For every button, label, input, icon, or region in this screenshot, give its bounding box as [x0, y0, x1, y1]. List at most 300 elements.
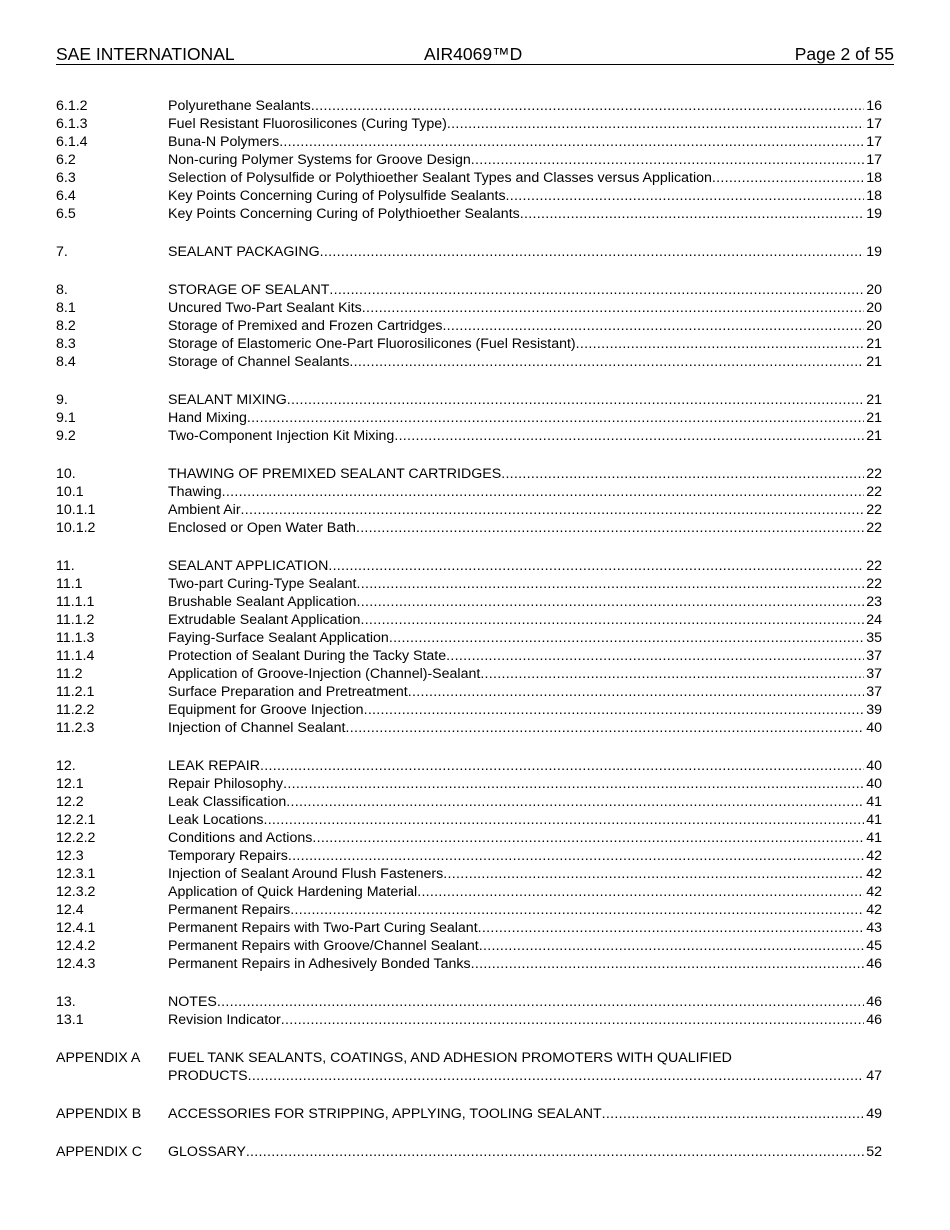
toc-entry-title[interactable]: NOTES — [168, 994, 217, 1010]
toc-entry-body — [168, 665, 882, 683]
toc-entry-number: 10.1.1 — [56, 502, 96, 518]
toc-entry-number: 8.3 — [56, 336, 76, 352]
header-page-number: Page 2 of 55 — [794, 44, 894, 64]
toc-entry-number: 12.4 — [56, 902, 84, 918]
toc-entry-body — [168, 811, 882, 829]
toc-entry-number: 12.4.3 — [56, 956, 96, 972]
toc-entry-body — [168, 575, 882, 593]
toc-entry-body — [168, 883, 882, 901]
toc-entry-body — [168, 1049, 882, 1085]
dot-leader — [442, 317, 864, 335]
dot-leader — [279, 133, 864, 151]
toc-entry[interactable] — [56, 793, 882, 811]
toc-entry-body — [168, 1105, 882, 1123]
toc-entry-number: 11.2.1 — [56, 684, 95, 700]
toc-entry[interactable] — [56, 465, 882, 483]
toc-entry-page: 49 — [866, 1106, 882, 1122]
toc-entry-body — [168, 793, 882, 811]
toc-entry[interactable] — [56, 1105, 882, 1123]
dot-leader — [328, 557, 864, 575]
toc-entry-number: 9.2 — [56, 428, 76, 444]
toc-entry-page: 22 — [866, 520, 882, 536]
toc-entry[interactable] — [56, 187, 882, 205]
toc-entry-page: 18 — [866, 170, 882, 186]
toc-entry-title[interactable]: Permanent Repairs in Adhesively Bonded Tanks — [168, 956, 471, 972]
toc-entry-title[interactable]: LEAK REPAIR — [168, 758, 260, 774]
toc-entry[interactable] — [56, 1011, 882, 1029]
page-header — [56, 44, 894, 65]
toc-entry-page: 41 — [866, 794, 882, 810]
toc-entry-title[interactable]: Uncured Two-Part Sealant Kits — [168, 300, 362, 316]
toc-entry-number: 12.4.1 — [56, 920, 96, 936]
toc-entry-body — [168, 829, 882, 847]
toc-entry-body — [168, 187, 882, 205]
toc-entry-page: 21 — [866, 410, 882, 426]
toc-entry-page: 43 — [866, 920, 882, 936]
dot-leader — [290, 901, 864, 919]
dot-leader — [260, 757, 864, 775]
toc-entry-page: 46 — [866, 994, 882, 1010]
toc-entry[interactable] — [56, 593, 882, 611]
toc-entry-page: 42 — [866, 848, 882, 864]
dot-leader — [446, 647, 864, 665]
dot-leader — [471, 151, 864, 169]
toc-entry-page: 40 — [866, 720, 882, 736]
toc-entry-number: 11.1.3 — [56, 630, 95, 646]
toc-entry-title[interactable]: Faying-Surface Sealant Application — [168, 630, 389, 646]
toc-entry-number: 12.2.2 — [56, 830, 96, 846]
toc-entry[interactable] — [56, 151, 882, 169]
dot-leader — [408, 683, 864, 701]
toc-entry-body — [168, 335, 882, 353]
toc-entry-number: 12. — [56, 758, 76, 774]
toc-entry-number: APPENDIX A — [56, 1050, 141, 1066]
dot-leader — [288, 847, 864, 865]
toc-entry-title[interactable]: FUEL TANK SEALANTS, COATINGS, AND ADHESION PROMOTERS WITH QUALIFIED — [168, 1050, 732, 1066]
dot-leader — [345, 719, 864, 737]
toc-entry[interactable] — [56, 647, 882, 665]
toc-entry[interactable] — [56, 317, 882, 335]
toc-entry-number: 12.4.2 — [56, 938, 96, 954]
toc-entry[interactable] — [56, 409, 882, 427]
dot-leader — [248, 1067, 865, 1085]
dot-leader — [576, 335, 865, 353]
toc-section-group — [56, 243, 882, 261]
toc-entry[interactable] — [56, 919, 882, 937]
toc-entry-body — [168, 151, 882, 169]
dot-leader — [447, 115, 864, 133]
toc-entry-page: 22 — [866, 502, 882, 518]
toc-entry-page: 40 — [866, 776, 882, 792]
toc-entry-number: 10.1.2 — [56, 520, 96, 536]
dot-leader — [362, 299, 864, 317]
toc-entry-number: 11.1.1 — [56, 594, 95, 610]
toc-entry[interactable] — [56, 847, 882, 865]
toc-entry-number: 6.1.4 — [56, 134, 88, 150]
dot-leader — [217, 993, 864, 1011]
toc-entry-number: 11. — [56, 558, 75, 574]
toc-entry-number: 8.2 — [56, 318, 76, 334]
dot-leader — [501, 465, 864, 483]
toc-entry-body — [168, 683, 882, 701]
toc-entry-title[interactable]: Fuel Resistant Fluorosilicones (Curing Type) — [168, 116, 447, 132]
dot-leader — [479, 937, 865, 955]
toc-entry-number: 12.1 — [56, 776, 84, 792]
dot-leader — [286, 793, 864, 811]
toc-entry[interactable] — [56, 865, 882, 883]
dot-leader — [329, 281, 864, 299]
toc-section-group — [56, 1049, 882, 1085]
toc-entry-page: 45 — [866, 938, 882, 954]
dot-leader — [443, 865, 864, 883]
toc-section-group — [56, 993, 882, 1029]
toc-entry-title[interactable]: Injection of Channel Sealant — [168, 720, 346, 736]
toc-entry-title[interactable]: SEALANT PACKAGING — [168, 244, 320, 260]
toc-entry-page: 46 — [866, 1012, 882, 1028]
toc-entry-number: 11.1.2 — [56, 612, 95, 628]
toc-entry-body — [168, 169, 882, 187]
toc-entry-page: 42 — [866, 884, 882, 900]
toc-section-group — [56, 1105, 882, 1123]
toc-entry-page: 37 — [866, 666, 882, 682]
toc-entry-number: 8.1 — [56, 300, 76, 316]
toc-entry-number: 6.2 — [56, 152, 76, 168]
toc-entry-body — [168, 557, 882, 575]
dot-leader — [357, 593, 865, 611]
toc-entry-title[interactable]: Non-curing Polymer Systems for Groove Design — [168, 152, 471, 168]
toc-entry-body — [168, 519, 882, 537]
dot-leader — [320, 243, 865, 261]
toc-entry-number: 10.1 — [56, 484, 84, 500]
toc-entry-title[interactable]: Polyurethane Sealants — [168, 98, 311, 114]
toc-entry-body — [168, 919, 882, 937]
toc-entry-number: 12.3.1 — [56, 866, 96, 882]
dot-leader — [283, 775, 864, 793]
toc-entry-number: 12.3 — [56, 848, 84, 864]
toc-entry[interactable] — [56, 757, 882, 775]
toc-entry-body — [168, 847, 882, 865]
toc-entry-title[interactable]: Enclosed or Open Water Bath — [168, 520, 356, 536]
dot-leader — [480, 665, 864, 683]
toc-entry-body — [168, 427, 882, 445]
toc-entry-page: 42 — [866, 902, 882, 918]
toc-section-group — [56, 1143, 882, 1161]
toc-entry-page: 40 — [866, 758, 882, 774]
toc-entry[interactable] — [56, 611, 882, 629]
dot-leader — [520, 205, 864, 223]
toc-entry-title[interactable]: Equipment for Groove Injection — [168, 702, 364, 718]
dot-leader — [247, 409, 864, 427]
toc-entry[interactable] — [56, 883, 882, 901]
toc-entry-number: 6.5 — [56, 206, 76, 222]
toc-entry-page: 20 — [866, 318, 882, 334]
toc-entry-number: 6.4 — [56, 188, 76, 204]
dot-leader — [394, 427, 864, 445]
toc-entry-page: 21 — [866, 354, 882, 370]
dot-leader — [287, 391, 864, 409]
toc-entry-number: 11.1.4 — [56, 648, 95, 664]
dot-leader — [311, 97, 864, 115]
toc-entry-page: 19 — [866, 206, 882, 222]
toc-entry[interactable] — [56, 243, 882, 261]
toc-entry[interactable] — [56, 281, 882, 299]
toc-entry-page: 22 — [866, 484, 882, 500]
dot-leader — [349, 353, 864, 371]
toc-entry-body — [168, 391, 882, 409]
toc-entry-body — [168, 133, 882, 151]
toc-entry-title[interactable]: Temporary Repairs — [168, 848, 288, 864]
toc-entry-title[interactable]: Conditions and Actions — [168, 830, 313, 846]
toc-entry-title[interactable]: SEALANT MIXING — [168, 392, 287, 408]
toc-entry-body — [168, 317, 882, 335]
toc-entry-line — [168, 1049, 882, 1067]
toc-entry-number: 11.1 — [56, 576, 83, 592]
toc-entry[interactable] — [56, 133, 882, 151]
toc-entry-title[interactable]: Key Points Concerning Curing of Polysulfide Sealants — [168, 188, 506, 204]
toc-entry-page: 20 — [866, 300, 882, 316]
toc-entry-body — [168, 701, 882, 719]
toc-entry-body — [168, 281, 882, 299]
toc-entry[interactable] — [56, 993, 882, 1011]
toc-entry-page: 41 — [866, 812, 882, 828]
dot-leader — [417, 883, 864, 901]
toc-entry-title[interactable]: Permanent Repairs with Groove/Channel Sealant — [168, 938, 479, 954]
toc-entry-line — [168, 1067, 882, 1085]
toc-entry[interactable] — [56, 665, 882, 683]
toc-entry-page: 21 — [866, 428, 882, 444]
toc-entry[interactable] — [56, 97, 882, 115]
toc-entry-page: 19 — [866, 244, 882, 260]
toc-entry-body — [168, 465, 882, 483]
toc-entry-title[interactable]: Leak Classification — [168, 794, 287, 810]
toc-section-group — [56, 757, 882, 973]
toc-entry-body — [168, 993, 882, 1011]
toc-entry[interactable] — [56, 1143, 882, 1161]
toc-entry[interactable] — [56, 519, 882, 537]
toc-entry[interactable] — [56, 629, 882, 647]
toc-entry-title[interactable]: Permanent Repairs — [168, 902, 291, 918]
toc-entry-body — [168, 115, 882, 133]
toc-entry-body — [168, 775, 882, 793]
toc-entry[interactable] — [56, 775, 882, 793]
dot-leader — [506, 187, 865, 205]
toc-entry-page: 52 — [866, 1144, 882, 1160]
toc-entry[interactable] — [56, 353, 882, 371]
toc-entry-body — [168, 243, 882, 261]
toc-entry-title[interactable]: PRODUCTS — [168, 1068, 248, 1084]
dot-leader — [364, 701, 865, 719]
header-document-number: AIR4069™D — [424, 44, 523, 64]
toc-entry-number: 6.1.3 — [56, 116, 88, 132]
toc-entry[interactable] — [56, 901, 882, 919]
dot-leader — [222, 483, 865, 501]
toc-entry-body — [168, 629, 882, 647]
toc-entry-title[interactable]: Two-part Curing-Type Sealant — [168, 576, 357, 592]
toc-entry-number: 11.2.2 — [56, 702, 95, 718]
toc-entry-title[interactable]: Ambient Air — [168, 502, 241, 518]
toc-entry-page: 22 — [866, 576, 882, 592]
toc-entry-number: 12.2.1 — [56, 812, 96, 828]
toc-entry-title[interactable]: Key Points Concerning Curing of Polythioether Sealants — [168, 206, 520, 222]
toc-entry[interactable] — [56, 1049, 882, 1085]
toc-entry[interactable] — [56, 335, 882, 353]
toc-entry-title[interactable]: Hand Mixing — [168, 410, 247, 426]
dot-leader — [241, 501, 865, 519]
toc-entry-number: 10. — [56, 466, 76, 482]
toc-entry-title[interactable]: Leak Locations — [168, 812, 264, 828]
toc-entry-title[interactable]: Brushable Sealant Application — [168, 594, 357, 610]
toc-entry-title[interactable]: GLOSSARY — [168, 1144, 246, 1160]
dot-leader — [356, 519, 864, 537]
toc-entry-number: 9. — [56, 392, 68, 408]
toc-entry-title[interactable]: Application of Groove-Injection (Channel)-Sealant — [168, 666, 481, 682]
toc-entry[interactable] — [56, 501, 882, 519]
toc-entry-body — [168, 1011, 882, 1029]
toc-entry-body — [168, 611, 882, 629]
toc-entry-page: 37 — [866, 684, 882, 700]
toc-entry-page: 39 — [866, 702, 882, 718]
toc-entry-title[interactable]: Extrudable Sealant Application — [168, 612, 361, 628]
dot-leader — [360, 611, 864, 629]
toc-entry[interactable] — [56, 701, 882, 719]
toc-entry-title[interactable]: Buna-N Polymers — [168, 134, 280, 150]
toc-entry-number: 6.3 — [56, 170, 76, 186]
toc-entry-number: 11.2.3 — [56, 720, 95, 736]
toc-section-group — [56, 465, 882, 537]
toc-entry-number: 12.2 — [56, 794, 84, 810]
toc-entry-number: 7. — [56, 244, 68, 260]
dot-leader — [389, 629, 864, 647]
toc-entry-page: 41 — [866, 830, 882, 846]
toc-entry-title[interactable]: Selection of Polysulfide or Polythioether Sealant Types and Classes versus Application — [168, 170, 712, 186]
dot-leader — [263, 811, 864, 829]
dot-leader — [712, 169, 864, 187]
toc-entry-page: 46 — [866, 956, 882, 972]
toc-entry[interactable] — [56, 427, 882, 445]
toc-entry-body — [168, 1143, 882, 1161]
toc-entry-title[interactable]: THAWING OF PREMIXED SEALANT CARTRIDGES — [168, 466, 502, 482]
toc-entry[interactable] — [56, 811, 882, 829]
toc-entry-number: APPENDIX B — [56, 1106, 142, 1122]
toc-entry-body — [168, 409, 882, 427]
toc-entry-body — [168, 865, 882, 883]
dot-leader — [356, 575, 864, 593]
toc-entry-body — [168, 205, 882, 223]
toc-entry-page: 42 — [866, 866, 882, 882]
dot-leader — [312, 829, 864, 847]
dot-leader — [281, 1011, 864, 1029]
toc-entry-body — [168, 955, 882, 973]
toc-entry-number: 6.1.2 — [56, 98, 88, 114]
toc-section-group — [56, 391, 882, 445]
toc-entry-page: 21 — [866, 392, 882, 408]
toc-entry-title[interactable]: ACCESSORIES FOR STRIPPING, APPLYING, TOOLING SEALANT — [168, 1106, 602, 1122]
toc-entry-page: 22 — [866, 558, 882, 574]
toc-entry-title[interactable]: Protection of Sealant During the Tacky State — [168, 648, 447, 664]
toc-entry-body — [168, 483, 882, 501]
toc-entry-page: 47 — [866, 1068, 882, 1084]
toc-entry-title[interactable]: Application of Quick Hardening Material — [168, 884, 418, 900]
toc-entry[interactable] — [56, 483, 882, 501]
toc-entry-number: 13.1 — [56, 1012, 84, 1028]
toc-entry-body — [168, 647, 882, 665]
toc-entry-page: 24 — [866, 612, 882, 628]
toc-entry-title[interactable]: Storage of Channel Sealants — [168, 354, 350, 370]
toc-entry-number: 8. — [56, 282, 68, 298]
toc-entry-page: 17 — [866, 116, 882, 132]
toc-entry-number: 11.2 — [56, 666, 83, 682]
toc-entry-page: 35 — [866, 630, 882, 646]
toc-entry-page: 18 — [866, 188, 882, 204]
toc-entry[interactable] — [56, 829, 882, 847]
toc-entry-title[interactable]: Repair Philosophy — [168, 776, 284, 792]
toc-entry-number: 12.3.2 — [56, 884, 96, 900]
toc-entry[interactable] — [56, 205, 882, 223]
toc-entry-body — [168, 593, 882, 611]
toc-entry-page: 17 — [866, 152, 882, 168]
toc-entry[interactable] — [56, 299, 882, 317]
dot-leader — [471, 955, 865, 973]
toc-entry-title[interactable]: Storage of Elastomeric One-Part Fluorosilicones (Fuel Resistant) — [168, 336, 576, 352]
toc-entry-body — [168, 501, 882, 519]
toc-entry-body — [168, 299, 882, 317]
header-organization: SAE INTERNATIONAL — [56, 44, 235, 64]
toc-entry-page: 17 — [866, 134, 882, 150]
toc-entry-number: APPENDIX C — [56, 1144, 142, 1160]
toc-entry-page: 23 — [866, 594, 882, 610]
toc-entry-title[interactable]: Permanent Repairs with Two-Part Curing Sealant — [168, 920, 478, 936]
toc-entry-title[interactable]: Revision Indicator — [168, 1012, 281, 1028]
toc-section-group — [56, 97, 882, 223]
toc-entry-title[interactable]: Storage of Premixed and Frozen Cartridges — [168, 318, 443, 334]
toc-entry-number: 13. — [56, 994, 76, 1010]
toc-entry-page: 21 — [866, 336, 882, 352]
toc-entry-title[interactable]: Two-Component Injection Kit Mixing — [168, 428, 395, 444]
table-of-contents — [56, 97, 882, 1181]
toc-entry[interactable] — [56, 575, 882, 593]
toc-entry-title[interactable]: SEALANT APPLICATION — [168, 558, 329, 574]
toc-entry[interactable] — [56, 169, 882, 187]
toc-entry[interactable] — [56, 719, 882, 737]
toc-entry-title[interactable]: Surface Preparation and Pretreatment — [168, 684, 408, 700]
toc-entry-title[interactable]: Injection of Sealant Around Flush Fasteners — [168, 866, 444, 882]
toc-entry-body — [168, 353, 882, 371]
toc-entry-page: 37 — [866, 648, 882, 664]
toc-entry-number: 9.1 — [56, 410, 76, 426]
toc-entry-body — [168, 719, 882, 737]
dot-leader — [478, 919, 865, 937]
toc-entry[interactable] — [56, 391, 882, 409]
toc-entry-title[interactable]: Thawing — [168, 484, 222, 500]
toc-entry[interactable] — [56, 557, 882, 575]
toc-entry-page: 20 — [866, 282, 882, 298]
toc-entry-number: 8.4 — [56, 354, 76, 370]
dot-leader — [602, 1105, 865, 1123]
toc-entry-body — [168, 757, 882, 775]
toc-section-group — [56, 557, 882, 737]
toc-entry-title[interactable]: STORAGE OF SEALANT — [168, 282, 330, 298]
toc-entry[interactable] — [56, 937, 882, 955]
toc-entry-page: 22 — [866, 466, 882, 482]
toc-entry-body — [168, 901, 882, 919]
toc-entry[interactable] — [56, 683, 882, 701]
toc-entry-body — [168, 97, 882, 115]
toc-entry-page: 16 — [866, 98, 882, 114]
toc-entry[interactable] — [56, 115, 882, 133]
toc-entry[interactable] — [56, 955, 882, 973]
toc-section-group — [56, 281, 882, 371]
dot-leader — [246, 1143, 864, 1161]
